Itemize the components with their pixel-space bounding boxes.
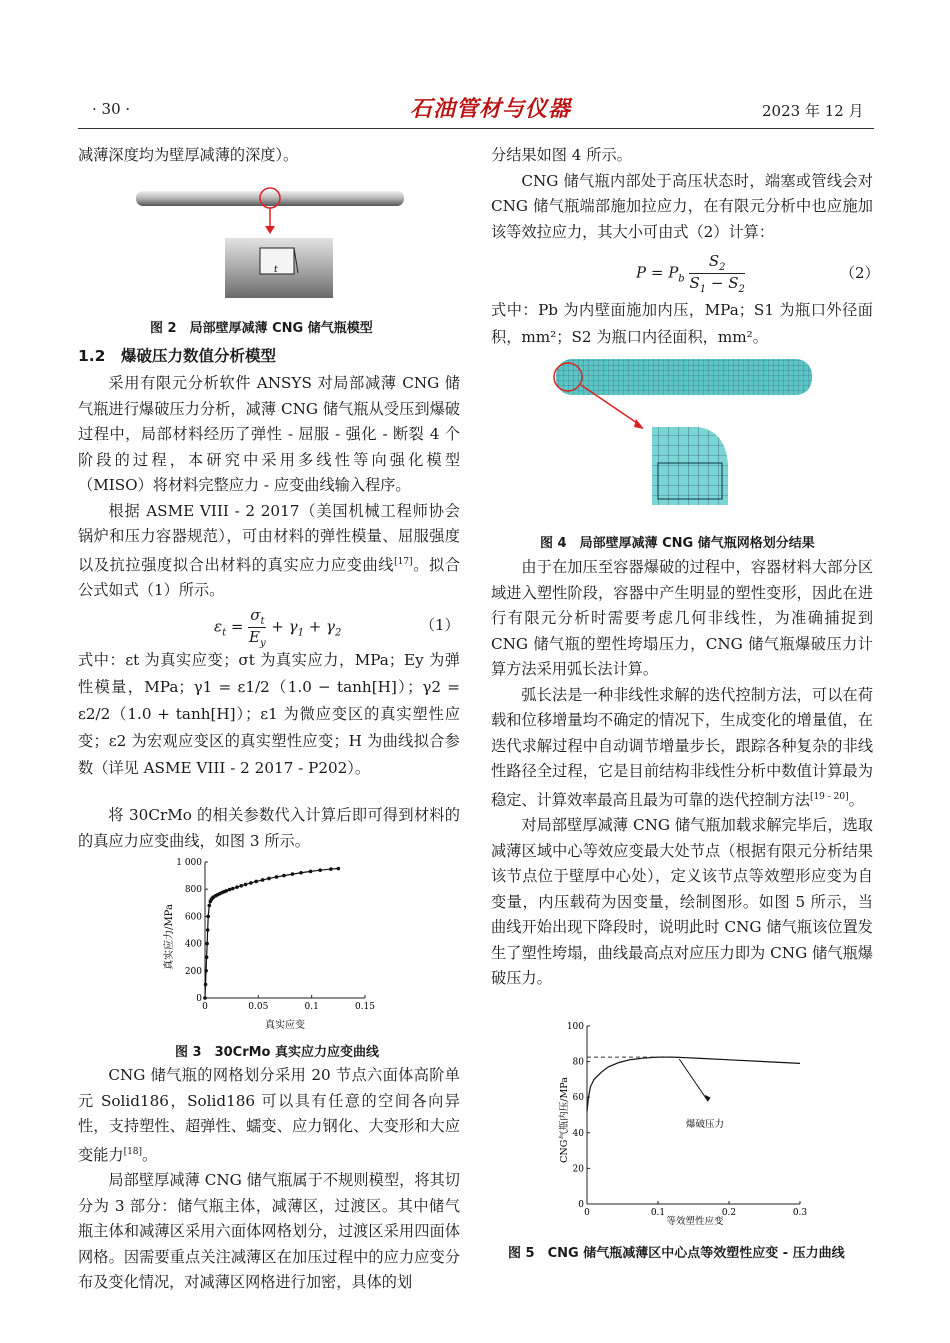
fig5-x-tick-label: 0.3 [792,1208,808,1218]
figure-3-y-axis-label: 真实应力/MPa [164,904,175,970]
page-number: · 30 · [92,100,131,118]
fig3-y-tick-label: 800 [184,885,202,896]
figure-3-axes [176,858,375,1012]
right-paras-0-1 [491,143,873,245]
equation-2-number: （2） [840,264,880,282]
fig5-y-tick-label: 60 [572,1093,584,1104]
fig3-data-point [299,871,303,875]
fig3-data-point [228,888,232,892]
fig3-data-point [203,996,207,1000]
figure-5-y-axis-label: CNG气瓶内压/MPa [559,1077,570,1163]
fig3-data-point [205,955,209,959]
journal-title: 石油管材与仪器 [410,96,572,122]
fig3-data-point [267,877,271,881]
figure-2-cylinder-model [130,176,410,304]
fig3-data-point [291,872,295,876]
left-para-4: 将 30CrMo 的相关参数代入计算后即可得到材料的的真应力应变曲线，如图 3 所示。 [78,806,460,850]
figure-5-x-axis-label: 等效塑性应变 [666,1216,724,1227]
left-para-6: 局部壁厚减薄 CNG 储气瓶属于不规则模型，将其切分为 3 部分：储气瓶主体，减薄区，过渡区。其中储气瓶主体和减薄区采用六面体网格划分，过渡区采用四面体网格。因需要重点关注减薄区在加压过程中的应力应变分布及变化情况，对减薄区网格进行加密，具体的划 [78,1171,460,1292]
fig5-x-tick-label: 0.1 [650,1208,666,1218]
right-paras-3-5 [491,555,873,992]
annotation-arrow [679,1059,707,1101]
left-para-5: CNG 储气瓶的网格划分采用 20 节点六面体高阶单元 Solid186，Solid186 可以具有任意的空间各向异性，支持塑性、超弹性、蠕变、应力钢化、大变形和大应变能力[18]。 [78,1066,460,1164]
fig3-data-point [231,887,235,891]
fig3-data-point [337,867,341,871]
fig5-y-tick-label: 40 [572,1128,584,1139]
fig3-x-tick-label: 0.15 [354,1002,376,1012]
left-para-0: 减薄深度均为壁厚减薄的深度）。 [78,146,299,164]
right-para-4: 弧长法是一种非线性求解的迭代控制方法，可以在荷载和位移增量均不确定的情况下，生成变化的增量值，在迭代求解过程中自动调节增量步长，跟踪各种复杂的非线性路径全过程，它是目前结构非线性分析中数值计算最为稳定、计算效率最高且最为可靠的迭代控制方法[19 - 20]。 [491,685,873,809]
mesh-cylinder [556,359,812,395]
figure-5-curve [587,1057,800,1111]
header-rule [78,128,874,129]
section-1-2-title: 1.2 爆破压力数值分析模型 [78,347,276,365]
left-para-1: 采用有限元分析软件 ANSYS 对局部减薄 CNG 储气瓶进行爆破压力分析，减薄 CNG 储气瓶从受压到爆破过程中，局部材料经历了弹性 - 屈服 - 强化 - 断裂 4 个阶段的过程，本研究中采用多线性等向强化模型（MISO）将材料完整应力 - 应变曲线输入程序。 [78,374,460,494]
equation-1: $\varepsilon_t$ = $\frac{\sigma_t}{E_y}$ + $\gamma_1 + \gamma_2$ [214,606,342,649]
figure-2-caption: 图 2 局部壁厚减薄 CNG 储气瓶模型 [150,321,373,336]
fig3-data-point [249,881,253,885]
equation-1-number: （1） [420,616,460,634]
figure-3-caption: 图 3 30CrMo 真实应力应变曲线 [175,1045,380,1060]
figure-4-mesh-result [548,355,818,520]
right-para-2: 式中：Pb 为内壁面施加内压，MPa；S1 为瓶口外径面积，mm²；S2 为瓶口内径面积，mm²。 [491,301,873,346]
fig3-data-point [205,942,209,946]
right-para-0: 分结果如图 4 所示。 [491,146,632,164]
mesh-zoom-view [652,427,728,505]
fig3-data-point [206,915,210,919]
fig5-x-tick-label: 0.2 [721,1208,737,1218]
fig5-y-tick-label: 100 [566,1022,584,1032]
fig3-series-line [205,869,338,998]
fig3-data-point [318,868,322,872]
figure-3-stress-strain-chart [150,852,390,1032]
left-para-2: 根据 ASME VIII - 2 2017（美国机械工程师协会锅炉和压力容器规范），可由材料的弹性模量、屈服强度以及抗拉强度拟合出材料的真实应力应变曲线[17]。拟合公式如式（1）所示。 [78,501,461,600]
fig3-data-point [261,878,265,882]
fig3-y-tick-label: 600 [184,912,202,923]
fig3-data-point [225,889,229,893]
fig3-data-point [275,875,279,879]
fig3-data-point [235,885,239,889]
fig3-data-point [254,880,258,884]
fig3-y-tick-label: 400 [184,939,202,950]
thickness-label: t [274,265,278,275]
left-para-3: 式中：εt 为真实应变；σt 为真实应力，MPa；Ey 为弹性模量，MPa；γ1 = ε1/2（1.0 − tanh[H]）；γ2 = ε2/2（1.0 + tanh[H]）；ε1 为微应变区的真实塑性应变；ε2 为宏观应变区的真实塑性应变；H 为曲线拟合参数（详见 ASME VIII - 2 2017 - P202）。 [78,651,460,777]
cylinder-body [136,191,404,206]
fig3-y-tick-label: 200 [184,966,202,977]
fig3-y-tick-label: 1 000 [176,858,202,868]
fig3-data-point [206,928,210,932]
right-para-3: 由于在加压至容器爆破的过程中，容器材料大部分区域进入塑性阶段，容器中产生明显的塑性变形，因此在进行有限元分析时需要考虑几何非线性，为准确捕捉到 CNG 储气瓶的塑性垮塌压力，CNG 储气瓶爆破压力计算方法采用弧长法计算。 [491,558,873,678]
equation-2: $P = P_b$ $\frac{S_2}{S_1 - S_2}$ [636,252,745,295]
fig5-y-tick-label: 80 [572,1057,584,1068]
figure-5-strain-pressure-chart [555,1018,820,1230]
fig3-y-tick-label: 0 [196,994,202,1004]
figure-3-x-axis-label: 真实应变 [265,1020,305,1031]
fig3-data-point [204,983,208,987]
fig3-data-point [207,904,211,908]
fig3-data-point [204,969,208,973]
left-paras-1-2 [78,371,460,604]
fig5-x-tick-label: 0 [584,1208,590,1218]
right-para-5: 对局部壁厚减薄 CNG 储气瓶加载求解完毕后，选取减薄区域中心等效应变最大处节点（根据有限元分析结果该节点位于壁厚中心处），定义该节点等效塑形应变为自变量，内压载荷为因变量，绘制图形。如图 5 所示，当曲线开始出现下降段时，说明此时 CNG 储气瓶该位置发生了塑性垮塌，曲线最高点对应压力即为 CNG 储气瓶爆破压力。 [491,816,873,988]
issue-date: 2023 年 12 月 [762,102,864,120]
fig3-data-point [239,884,243,888]
fig3-data-point [244,883,248,887]
fig3-data-point [309,870,313,874]
fig5-y-tick-label: 20 [572,1164,584,1175]
left-paras-5-6 [78,1063,460,1296]
fig5-series-line [587,1057,800,1111]
fig3-x-tick-label: 0.05 [248,1002,269,1012]
fig3-data-point [329,867,333,871]
figure-5-caption: 图 5 CNG 储气瓶减薄区中心点等效塑性应变 - 压力曲线 [508,1246,845,1261]
fig3-data-point [282,874,286,878]
fig3-x-tick-label: 0 [202,1002,208,1012]
fig3-x-tick-label: 0.1 [304,1002,319,1012]
burst-pressure-annotation: 爆破压力 [686,1119,725,1130]
figure-4-caption: 图 4 局部壁厚减薄 CNG 储气瓶网格划分结果 [540,536,815,551]
fig5-y-tick-label: 0 [578,1200,584,1210]
right-para-1: CNG 储气瓶内部处于高压状态时，端塞或管线会对 CNG 储气瓶端部施加拉应力，在有限元分析中也应施加该等效拉应力，其大小可由式（2）计算： [491,171,873,241]
figure-3-data-points [203,867,340,1000]
